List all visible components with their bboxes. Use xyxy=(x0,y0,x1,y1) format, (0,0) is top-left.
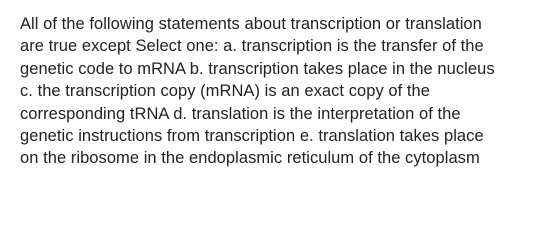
question-text xyxy=(20,13,556,170)
question-line: All of the following statements about transcription or translation xyxy=(20,15,482,33)
question-line: on the ribosome in the endoplasmic reticulum of the cytoplasm xyxy=(20,149,480,168)
question-line: genetic code to mRNA b. transcription takes place in the nucleus xyxy=(20,59,495,78)
question-line: corresponding tRNA d. translation is the interpretation of the xyxy=(20,104,461,123)
question-line: are true except Select one: a. transcription is the transfer of the xyxy=(20,37,484,56)
question-line: genetic instructions from transcription e. translation takes place xyxy=(20,127,484,146)
question-line: c. the transcription copy (mRNA) is an exact copy of the xyxy=(20,82,430,101)
